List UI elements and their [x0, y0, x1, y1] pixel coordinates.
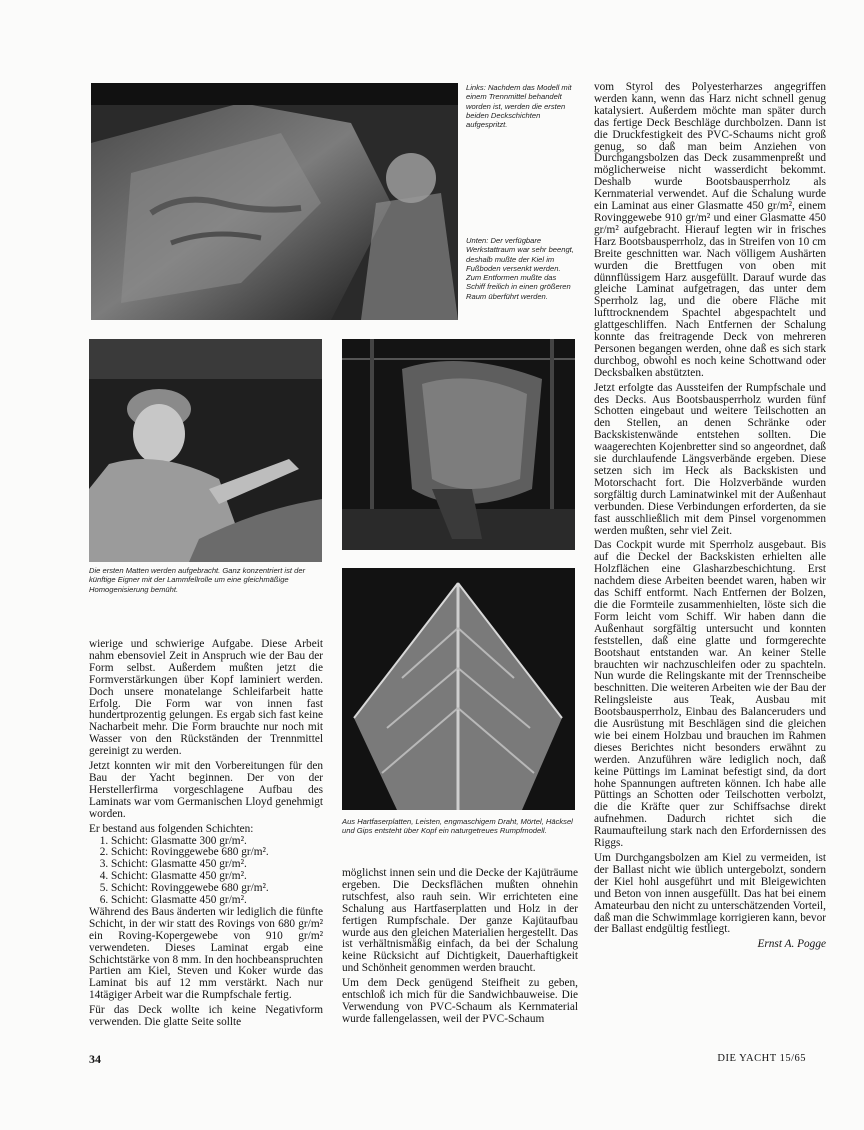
list-item: 2. Schicht: Rovinggewebe 680 gr/m².	[111, 847, 323, 859]
column-left	[89, 639, 323, 1029]
caption-top-right-1: Links: Nachdem das Modell mit einem Trennmittel behandelt worden ist, werden die ersten beiden Deckschichten aufgespritzt.	[466, 83, 572, 130]
paragraph: Er bestand aus folgenden Schichten:	[89, 822, 254, 835]
paragraph: Während des Baus änderten wir lediglich die fünfte Schicht, in der wir statt des Rovings von 680 gr/m² ein Roving-Kopergewebe von 910 gr/m² verwendeten. Dieses Laminat ergab eine Schichtstärke von 8 mm. In den hochbeanspruchten Partien am Kiel, Steven und Koker wurde das Laminat bis auf 12 mm verstärkt. Nach nur 14tägiger Arbeit war die Rumpfschale fertig.	[89, 905, 323, 1002]
caption-bottom-mid: Aus Hartfaserplatten, Leisten, engmaschigem Draht, Mörtel, Häcksel und Gips entsteht über Kopf ein naturgetreues Rumpfmodell.	[342, 817, 573, 836]
photo-spraying-model	[91, 83, 458, 320]
list-item: 4. Schicht: Glasmatte 450 gr/m².	[111, 871, 323, 883]
caption-mid-left: Die ersten Matten werden aufgebracht. Ganz konzentriert ist der künftige Eigner mit der Lammfellrolle um eine gleichmäßige Homogenisierung bemüht.	[89, 566, 306, 594]
photo-hull-model	[342, 568, 575, 810]
paragraph: Um dem Deck genügend Steifheit zu geben, entschloß ich mich für die Sandwichbauweise. Die Verwendung von PVC-Schaum als Kernmaterial wurde fallengelassen, weil der PVC-Schaum	[342, 977, 578, 1025]
paragraph: wierige und schwierige Aufgabe. Diese Arbeit nahm ebensoviel Zeit in Anspruch wie der Bau der Form selbst. Außerdem mußten jetzt die Formverstärkungen über Kopf laminiert werden. Doch unsere monatelange Schleifarbeit hatte Erfolg. Die Form war von innen fast hundertprozentig gelungen. Es ergab sich fast keine Nacharbeit mehr. Die Form brauchte nur noch mit Wasser von den Rückständen der Trennmittel gereinigt zu werden.	[89, 638, 323, 758]
paragraph: Jetzt konnten wir mit den Vorbereitungen für den Bau der Yacht beginnen. Der von der Herstellerfirma vorgeschlagene Aufbau des Laminats war vom Germanischen Lloyd genehmigt worden.	[89, 760, 323, 820]
paragraph: vom Styrol des Polyesterharzes angegriffen werden kann, wenn das Harz nicht schnell genug katalysiert. Außerdem möchte man später durch das fertige Deck Beschläge durchbolzen. Dann ist die Druckfestigkeit des PVC-Schaums nicht groß genug, so daß man beim Anziehen von Durchgangsbolzen das Deck zusammenpreßt und möglicherweise nicht wasserdicht bekommt. Deshalb wurde Bootsbausperrholz als Kernmaterial verwendet. Auf die Schalung wurde ein Laminat aus einer Glasmatte 450 gr/m², einem Rovinggewebe 910 gr/m² und einer Glasmatte 450 gr/m² aufgebracht. Hierauf legten wir in frisches Harz Bootsbausperrholz, das in Streifen von 10 cm Breite geschnitten war. Nach völligem Aushärten wurden die Brettfugen von oben mit dünnflüssigem Harz ausgefüllt. Darauf wurde das gleiche Laminat aufgetragen, das unter dem Sperrholz lag, und die obere Fläche mit lufttrocknendem Spachtel abgespachtelt und glattgeschliffen. Nach Entfernen der Schalung konnte das freitragende Deck von mehreren Personen begangen werden, ohne daß es sich stark durchbog, obwohl es noch keine Schottwand oder Decksbalken abstützten.	[594, 81, 826, 379]
paragraph: Für das Deck wollte ich keine Negativform verwenden. Die glatte Seite sollte	[89, 1004, 323, 1029]
paragraph: Um Durchgangsbolzen am Kiel zu vermeiden, ist der Ballast nicht wie üblich untergebolzt, sondern der Kiel hohl ausgeführt und mit Bleigewichten und Beton von innen ausgefüllt. Das hat bei einem Amateurbau den nicht zu unterschätzenden Vorteil, daß man die Schwimmlage korrigieren kann, bevor der Ballast endgültig festliegt.	[594, 852, 826, 936]
list-item: 3. Schicht: Glasmatte 450 gr/m².	[111, 859, 323, 871]
author-signature: Ernst A. Pogge	[757, 938, 826, 951]
paragraph: Jetzt erfolgte das Aussteifen der Rumpfschale und des Decks. Aus Bootsbausperrholz wurden fünf Schotten eingebaut und weitere Teilschotten an den Stellen, an denen Schränke oder Backskistenwände entstehen sollten. Die waagerechten Kojenbretter sind so angeordnet, daß sie durchlaufende Längsverbände ergeben. Diese setzen sich im Heck als Backskisten und Motorschacht fort. Die Holzverbände wurden sorgfältig durch Laminatwinkel mit der Außenhaut verbunden. Diese Verbindungen erforderten, da sie fast ausschließlich mit dem Pinsel vorgenommen werden mußten, sehr viel Zeit.	[594, 381, 826, 537]
paragraph: möglichst innen sein und die Decke der Kajüträume ergeben. Die Decksflächen mußten ohnehin rutschfest, also rauh sein. Wir errichteten eine Schalung aus Hartfaserplatten und Holz in der fertigen Rumpfschale. Der ganze Kajütaufbau wurde aus den gleichen Materialien hergestellt. Das ist verhältnismäßig einfach, da bei der Schalung keine Rücksicht auf Dichtigkeit, Dauerhaftigkeit und Schönheit genommen werden braucht.	[342, 867, 578, 975]
column-right	[594, 82, 826, 951]
layer-list	[89, 836, 323, 907]
paragraph: Das Cockpit wurde mit Sperrholz ausgebaut. Bis auf die Deckel der Backskisten erhielten alle Holzflächen eine Glasharzbeschichtung. Erst nachdem diese Arbeiten beendet waren, haben wir das Schiff entformt. Nach Entfernen der Bolzen, die die Formteile zusammenhielten, löste sich die Form leicht vom Schiff. Wir haben dann die Außenhaut sorgfältig untersucht und konnten feststellen, daß eine glatte und formgerechte Bootshaut entstanden war. An keiner Stelle brauchten wir nachzuschleifen oder zu spachteln. Nun wurde die Relingskante mit der Trennscheibe beschnitten. Die weiteren Arbeiten wie der Bau der Relingsleiste aus Teak, Ausbau mit Bootsbausperrholz, Einbau des Balanceruders und die Ausrüstung mit Beschlägen sind die gleichen wie bei einem Holzbau und brauchen im Rahmen dieses Berichtes nicht besonders erwähnt zu werden. Anzuführen wäre lediglich noch, daß keine Püttings im Laminat befestigt sind, da dort hohe Spannungen auftreten können. Ich habe alle Püttings an Schotten oder Teilschotten verbolzt, die die Kräfte quer zur Schiffsachse direkt aufnehmen. Dadurch richtet sich die Raumaufteilung stark nach den Erfordernissen des Riggs.	[594, 539, 826, 850]
list-item: 5. Schicht: Rovinggewebe 680 gr/m².	[111, 883, 323, 895]
column-middle	[342, 868, 578, 1026]
list-item: 1. Schicht: Glasmatte 300 gr/m².	[111, 836, 323, 848]
photo-hull-in-workshop	[342, 339, 575, 550]
photo-applying-mats	[89, 339, 322, 562]
magazine-footer: DIE YACHT 15/65	[717, 1053, 806, 1064]
page-number: 34	[89, 1052, 101, 1066]
caption-top-right-2: Unten: Der verfügbare Werkstattraum war sehr beengt, deshalb mußte der Kiel im Fußboden versenkt werden. Zum Entformen mußte das Schiff freilich in einen größeren Raum überführt werden.	[466, 236, 574, 301]
list-item: 6. Schicht: Glasmatte 450 gr/m².	[111, 895, 323, 907]
